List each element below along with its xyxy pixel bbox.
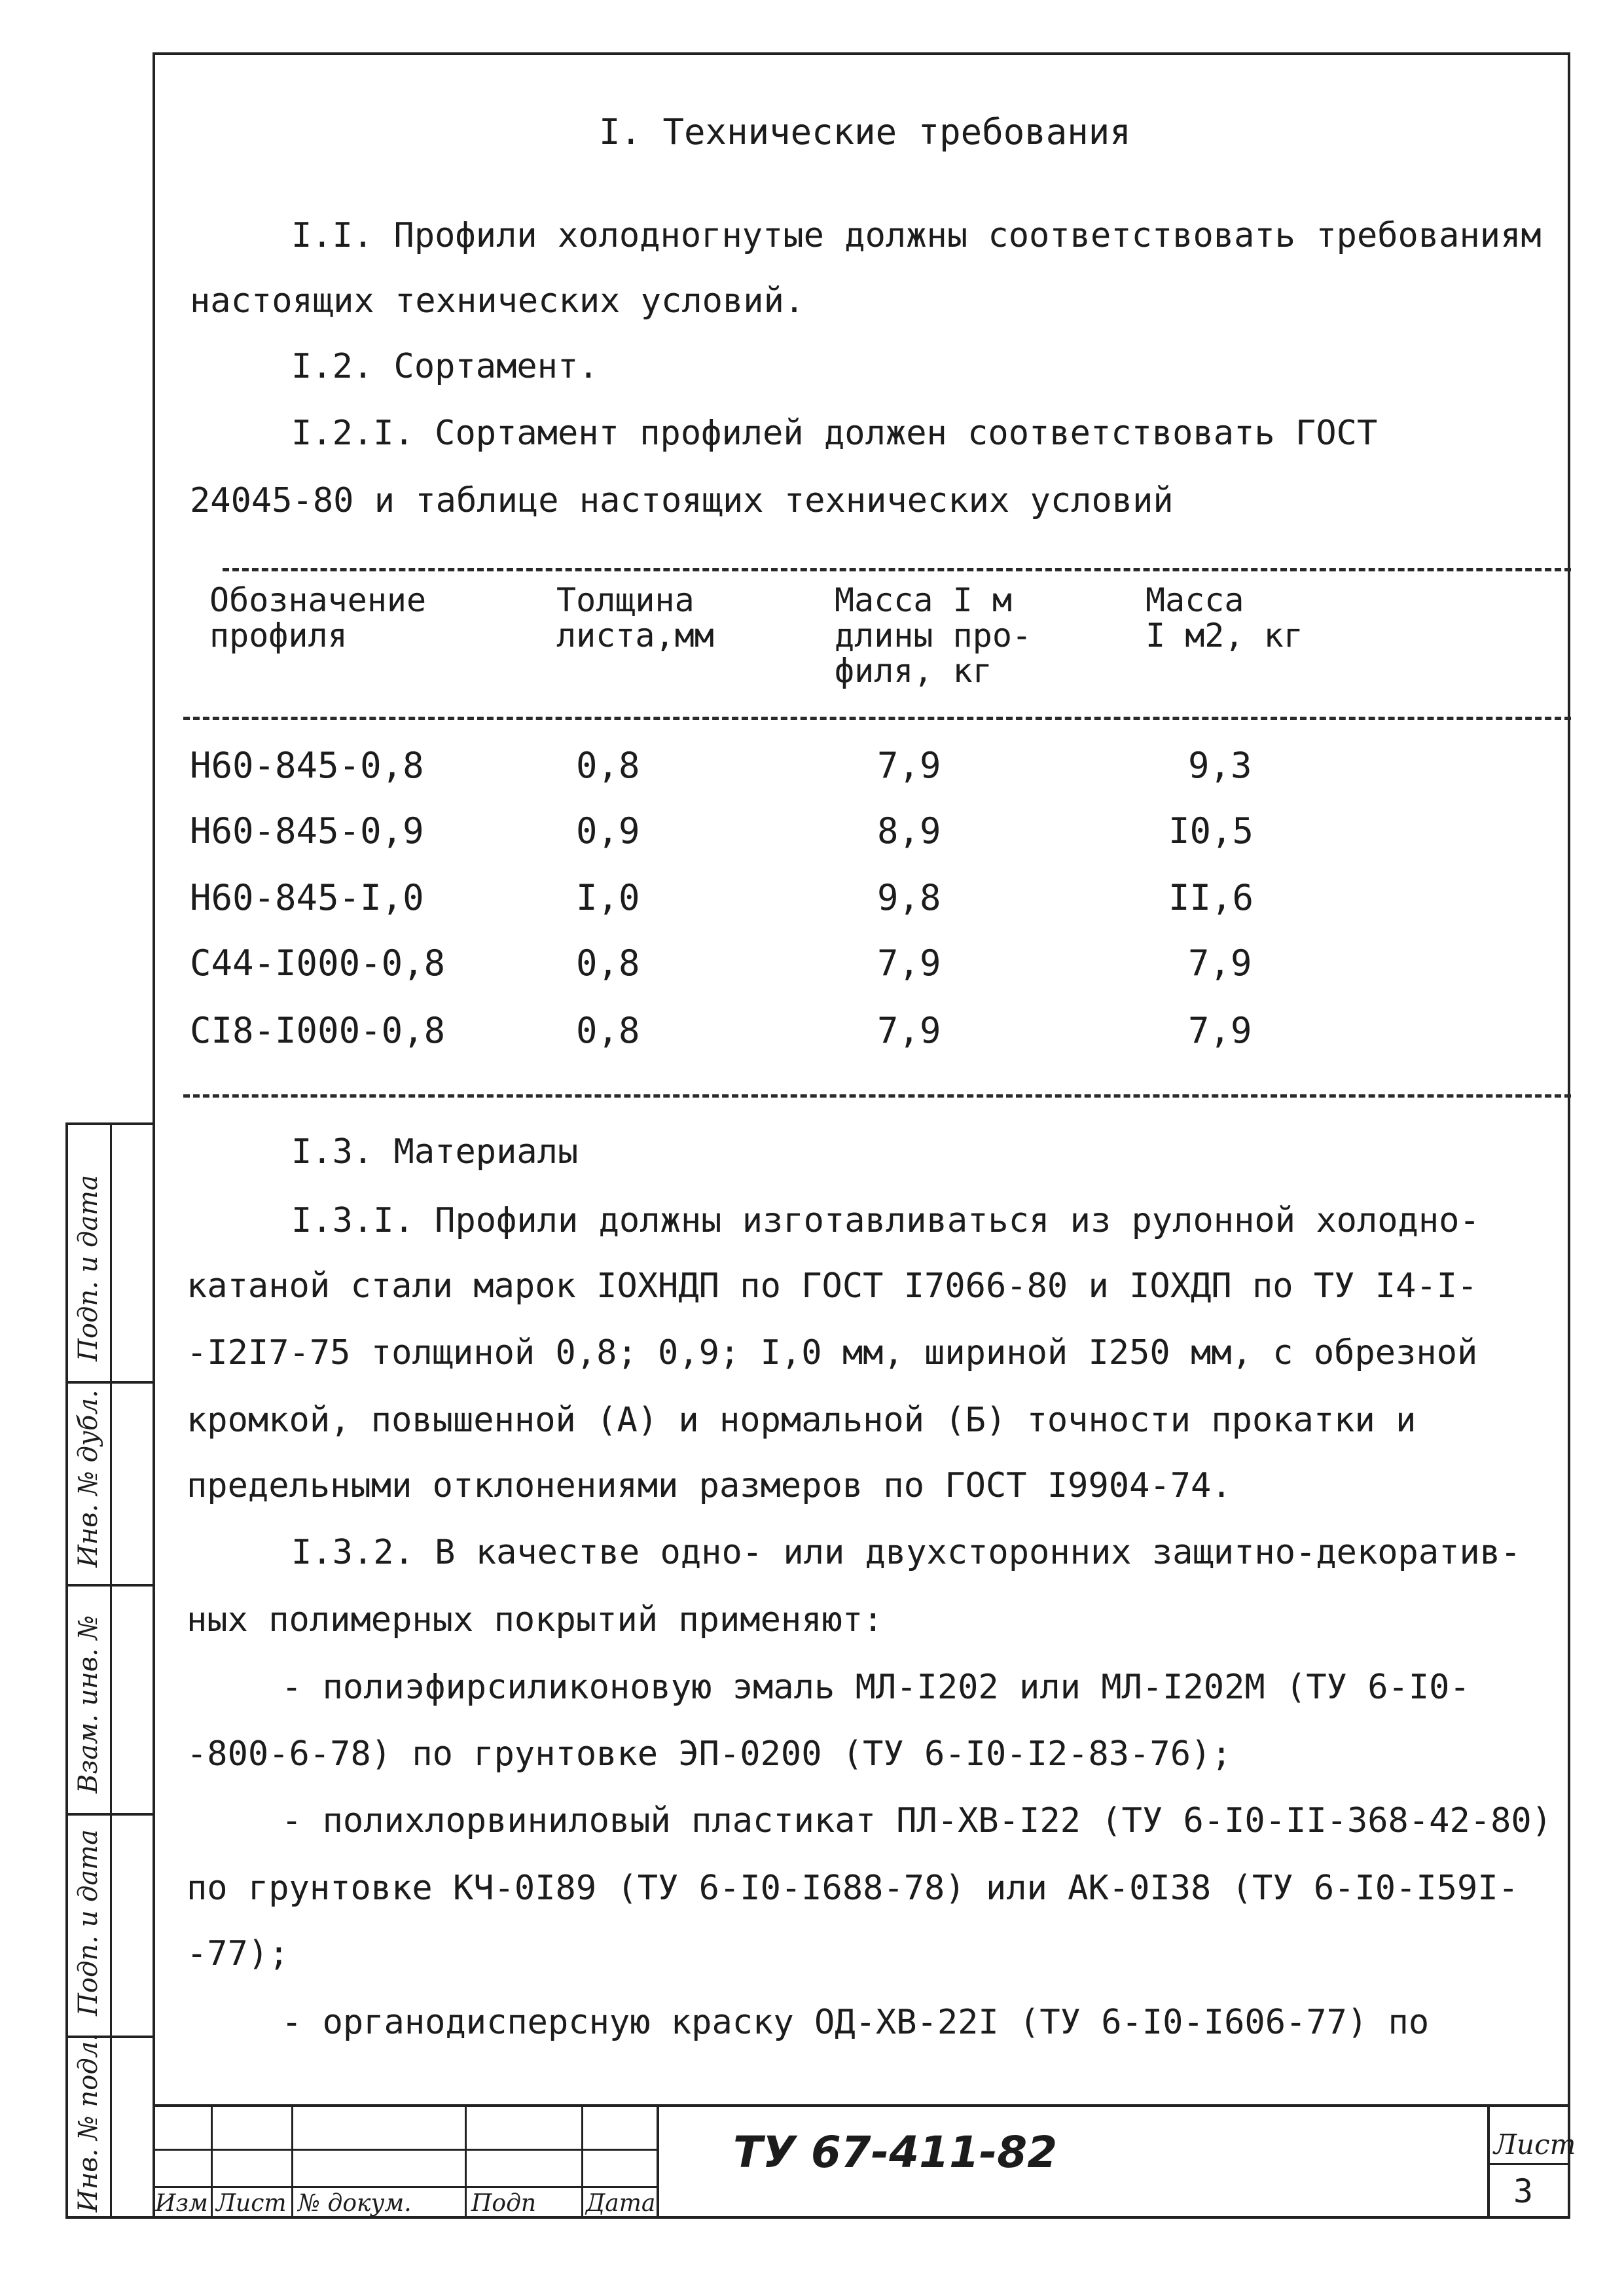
col-label-change: Изм — [155, 2190, 208, 2217]
paragraph-1-3-2-line-5: - полихлорвиниловый пластикат ПЛ-ХВ-I22 (ТУ 6-I0-II-368-42-80) — [281, 1801, 1553, 1840]
sheet-number: 3 — [1513, 2172, 1534, 2210]
table-top-rule — [223, 568, 1571, 571]
paragraph-1-1-line-1: I.I. Профили холодногнутые должны соответствовать требованиям — [291, 216, 1542, 255]
table-header-mass-per-m2: Масса I м2, кг — [1146, 581, 1303, 655]
title-block-col-rule — [211, 2104, 213, 2219]
cell-designation: Н60-845-I,0 — [190, 877, 424, 918]
cell-designation: Н60-845-0,9 — [190, 810, 424, 852]
cell-mass-per-meter: 7,9 — [877, 942, 941, 984]
paragraph-1-3-2-line-3: - полиэфирсиликоновую эмаль МЛ-I202 или МЛ-I202М (ТУ 6-I0- — [281, 1668, 1470, 1707]
title-block-col-rule — [291, 2104, 293, 2219]
cell-mass-per-meter: 7,9 — [877, 1010, 941, 1051]
cell-designation: С44-I000-0,8 — [190, 942, 446, 984]
paragraph-1-3-1-line-3: -I2I7-75 толщиной 0,8; 0,9; I,0 мм, шириной I250 мм, с обрезной — [187, 1333, 1478, 1372]
paragraph-1-3: I.3. Материалы — [291, 1132, 579, 1172]
sheet-label: Лист — [1494, 2128, 1576, 2161]
side-label-orig-inv: Инв. № подл. — [73, 2033, 103, 2212]
side-stamp-rule — [65, 1584, 153, 1587]
paragraph-1-1-line-2: настоящих технических условий. — [190, 281, 805, 321]
title-block-top-rule — [153, 2104, 1570, 2107]
cell-thickness: 0,9 — [576, 810, 640, 852]
col-label-doc-number: № докум. — [298, 2190, 412, 2217]
paragraph-1-3-2-line-7: -77); — [187, 1934, 289, 1973]
table-header-rule — [183, 717, 1571, 720]
paragraph-1-3-2-line-4: -800-6-78) по грунтовке ЭП-0200 (ТУ 6-I0-I2-83-76); — [187, 1734, 1232, 1774]
side-label-sign-date-2: Подп. и дата — [73, 1829, 103, 2016]
cell-mass-per-meter: 7,9 — [877, 745, 941, 786]
paragraph-1-3-2-line-1: I.3.2. В качестве одно- или двухсторонних защитно-декоратив- — [291, 1533, 1521, 1572]
paragraph-1-3-2-line-2: ных полимерных покрытий применяют: — [187, 1600, 884, 1640]
table-header-thickness: Толщина листа,мм — [556, 581, 714, 655]
side-stamp-divider — [110, 1122, 112, 2219]
side-stamp-rule — [65, 1381, 153, 1384]
cell-mass-per-meter: 9,8 — [877, 877, 941, 918]
section-heading: I. Технические требования — [599, 111, 1131, 152]
cell-thickness: 0,8 — [576, 1010, 640, 1051]
col-label-sheet: Лист — [216, 2190, 287, 2217]
document-code: ТУ 67-411-82 — [733, 2127, 1058, 2178]
cell-mass-per-m2: II,6 — [1168, 877, 1254, 918]
title-block-col-rule — [465, 2104, 467, 2219]
paragraph-1-3-1-line-4: кромкой, повышенной (А) и нормальной (Б) точности прокатки и — [187, 1401, 1416, 1440]
paragraph-1-2: I.2. Сортамент. — [291, 347, 599, 386]
cell-thickness: 0,8 — [576, 745, 640, 786]
cell-mass-per-m2: 7,9 — [1188, 1010, 1252, 1051]
col-label-date: Дата — [586, 2190, 656, 2217]
paragraph-1-2-1-line-1: I.2.I. Сортамент профилей должен соответствовать ГОСТ — [291, 414, 1378, 453]
paragraph-1-3-1-line-5: предельными отклонениями размеров по ГОСТ I9904-74. — [187, 1466, 1232, 1505]
cell-thickness: I,0 — [576, 877, 640, 918]
title-block-col-rule — [1487, 2104, 1490, 2219]
title-block-col-rule — [657, 2104, 659, 2219]
cell-mass-per-m2: 9,3 — [1188, 745, 1252, 786]
side-label-dup-inv: Инв. № дубл. — [73, 1390, 103, 1568]
cell-mass-per-meter: 8,9 — [877, 810, 941, 852]
paragraph-1-3-1-line-2: катаной стали марок IOХНДП по ГОСТ I7066-80 и IOХДП по ТУ I4-I- — [187, 1266, 1478, 1306]
table-bottom-rule — [183, 1094, 1571, 1098]
col-label-signature: Подп — [471, 2190, 537, 2217]
paragraph-1-3-1-line-1: I.3.I. Профили должны изготавливаться из рулонной холодно- — [291, 1201, 1480, 1240]
paragraph-1-2-1-line-2: 24045-80 и таблице настоящих технических условий — [190, 481, 1174, 520]
cell-thickness: 0,8 — [576, 942, 640, 984]
table-header-designation: Обозначение профиля — [209, 581, 427, 655]
paragraph-1-3-2-line-6: по грунтовке КЧ-0I89 (ТУ 6-I0-I688-78) или АК-0I38 (ТУ 6-I0-I59I- — [187, 1869, 1519, 1908]
cell-designation: Н60-845-0,8 — [190, 745, 424, 786]
table-header-mass-per-meter: Масса I м длины про- филя, кг — [835, 581, 1032, 690]
sheet-box-rule — [1487, 2163, 1570, 2165]
title-block-col-rule — [581, 2104, 583, 2219]
side-stamp-rule — [65, 1813, 153, 1816]
cell-mass-per-m2: I0,5 — [1168, 810, 1254, 852]
cell-mass-per-m2: 7,9 — [1188, 942, 1252, 984]
paragraph-1-3-2-line-8: - органодисперсную краску ОД-ХВ-22I (ТУ 6-I0-I606-77) по — [281, 2003, 1430, 2042]
side-label-replace-inv: Взам. инв. № — [73, 1615, 103, 1793]
side-label-sign-date: Подп. и дата — [73, 1175, 103, 1361]
cell-designation: СI8-I000-0,8 — [190, 1010, 446, 1051]
